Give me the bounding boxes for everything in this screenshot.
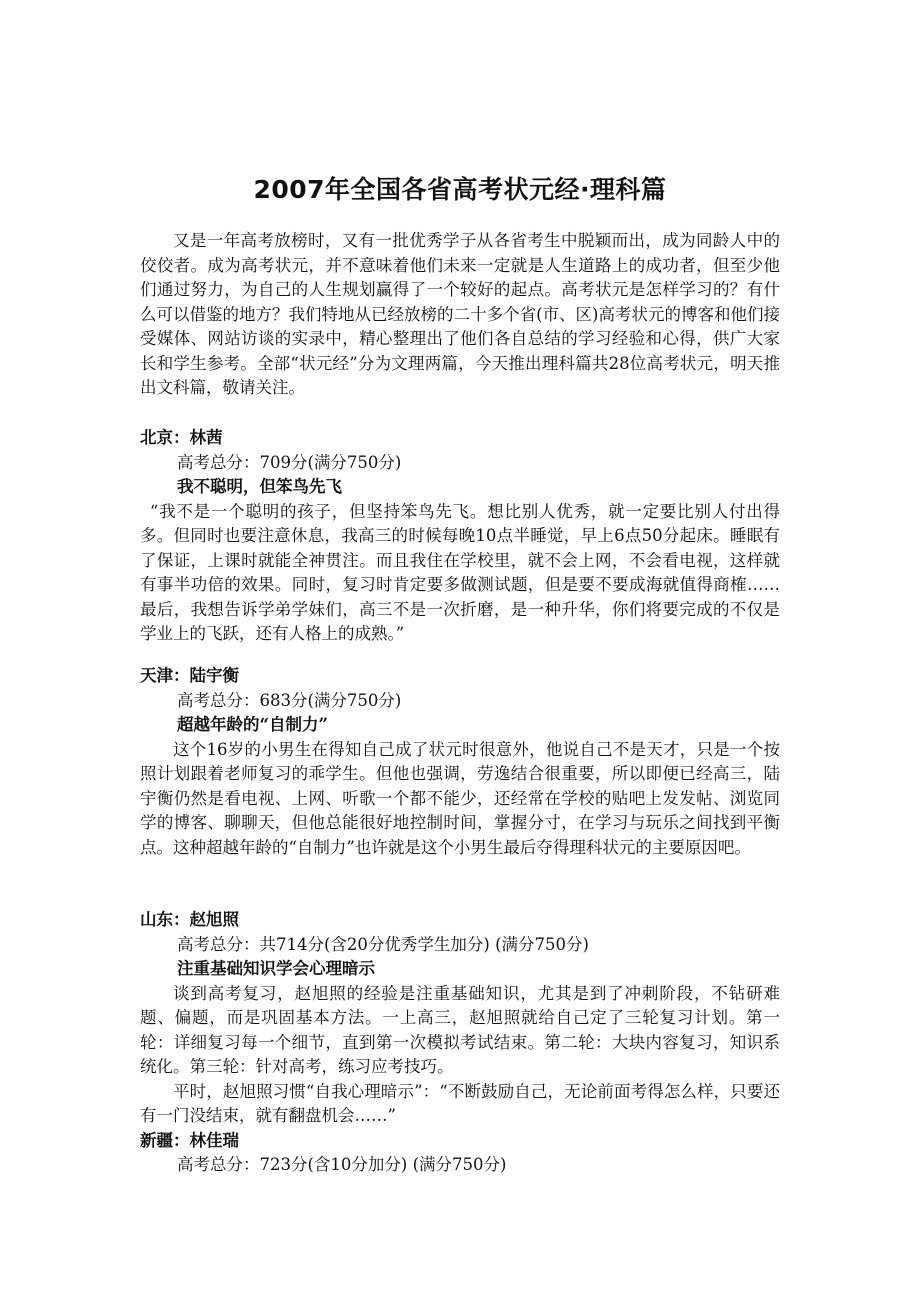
section-heading: 北京：林茜 — [140, 428, 223, 447]
intro-block — [140, 229, 780, 401]
section-beijing — [140, 426, 780, 647]
section-heading: 山东：赵旭照 — [140, 910, 239, 929]
section-paragraph: 这个16岁的小男生在得知自己成了状元时很意外，他说自己不是天才，只是一个按照计划跟着老师复习的乖学生。但他也强调，劳逸结合很重要，所以即便已经高三，陆宇衡仍然是看电视、上网、听歌一个都不能少，还经常在学校的贴吧上发发帖、浏览同学的博客、聊聊天，但他总能很好地控制时间，掌握分寸，在学习与玩乐之间找到平衡点。这种超越年龄的“自制力”也许就是这个小男生最后夺得理科状元的主要原因吧。 — [140, 739, 780, 857]
section-score: 高考总分：723分(含10分加分) (满分750分) — [177, 1155, 507, 1174]
section-subhead: 注重基础知识学会心理暗示 — [177, 959, 375, 978]
page-title: 2007年全国各省高考状元经·理科篇 — [253, 174, 667, 204]
section-paragraph: 谈到高考复习，赵旭照的经验是注重基础知识，尤其是到了冲刺阶段，不钻研难题、偏题，而是巩固基本方法。一上高三，赵旭照就给自己定了三轮复习计划。第一轮：详细复习每一个细节，直到第一次模拟考试结束。第二轮：大块内容复习，知识系统化。第三轮：针对高考，练习应考技巧。 — [140, 983, 780, 1076]
section-score: 高考总分：683分(满分750分) — [177, 690, 402, 710]
section-score: 高考总分：709分(满分750分) — [177, 452, 402, 472]
intro-paragraph: 又是一年高考放榜时，又有一批优秀学子从各省考生中脱颖而出，成为同龄人中的佼佼者。成为高考状元，并不意味着他们未来一定就是人生道路上的成功者，但至少他们通过努力，为自己的人生规划赢得了一个较好的起点。高考状元是怎样学习的？有什么可以借鉴的地方？我们特地从已经放榜的二十多个省(市、区)高考状元的博客和他们接受媒体、网站访谈的实录中，精心整理出了他们各自总结的学习经验和心得，供广大家长和学生参考。全部“状元经”分为文理两篇，今天推出理科篇共28位高考状元，明天推出文科篇，敬请关注。 — [140, 231, 780, 397]
section-tianjin — [140, 664, 780, 860]
section-subhead: 我不聪明，但笨鸟先飞 — [177, 477, 342, 496]
section-heading: 天津：陆宇衡 — [140, 666, 239, 685]
section-score: 高考总分：共714分(含20分优秀学生加分) (满分750分) — [177, 934, 589, 954]
section-subhead: 超越年龄的“自制力” — [177, 715, 328, 734]
section-paragraph: 平时，赵旭照习惯“自我心理暗示”：“不断鼓励自己，无论前面考得怎么样，只要还有一门没结束，就有翻盘机会……” — [140, 1081, 780, 1125]
section-paragraph: “我不是一个聪明的孩子，但坚持笨鸟先飞。想比别人优秀，就一定要比别人付出得多。但同时也要注意休息，我高三的时候每晚10点半睡觉，早上6点50分起床。睡眠有了保证，上课时就能全神贯注。而且我住在学校里，就不会上网，不会看电视，这样就有事半功倍的效果。同时，复习时肯定要多做测试题，但是要不要成海就值得商榷……最后，我想告诉学弟学妹们，高三不是一次折磨，是一种升华，你们将要完成的不仅是学业上的飞跃，还有人格上的成熟。” — [140, 501, 780, 643]
section-heading: 新疆：林佳瑞 — [140, 1130, 239, 1150]
section-shandong — [140, 908, 780, 1178]
